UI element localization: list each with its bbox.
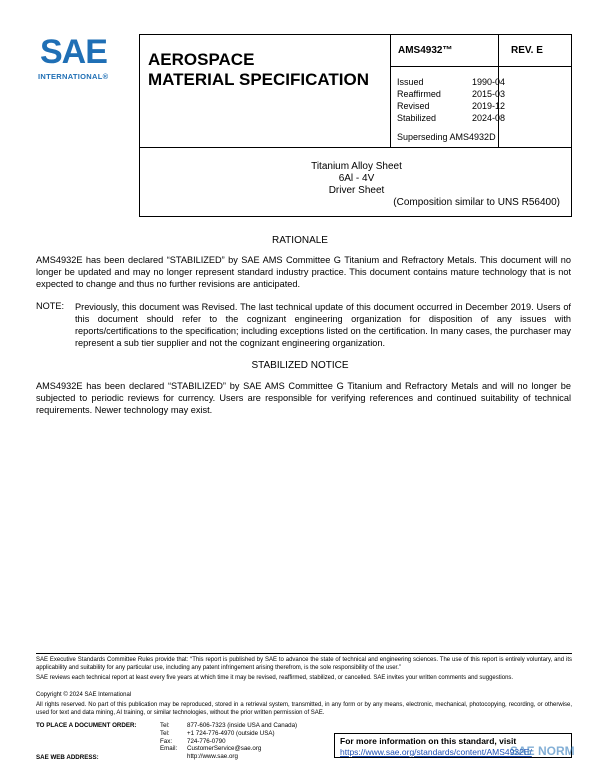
- more-info-text: For more information on this standard, visit: [340, 736, 517, 746]
- subject-line3: Driver Sheet: [328, 185, 385, 196]
- date-label: Issued: [397, 77, 424, 87]
- date-row-issued: [397, 76, 505, 88]
- contact-row: [160, 753, 297, 761]
- contact-email[interactable]: CustomerService@sae.org: [187, 745, 262, 753]
- footer-review-text: SAE reviews each technical report at least every five years at which time it may be revised, reaffirmed, stabilized, or cancelled. SAE invites your written comments and suggestions.: [36, 675, 514, 681]
- sae-logo: [36, 34, 116, 84]
- date-label: Stabilized: [397, 113, 437, 123]
- contact-key: Fax:: [160, 737, 173, 745]
- contact-list: [160, 722, 297, 761]
- subject-line2: 6Al - 4V: [338, 173, 375, 184]
- stabilized-heading: STABILIZED NOTICE: [251, 360, 349, 371]
- revision-box-lower: [499, 66, 572, 148]
- date-value: 1990-04: [472, 77, 506, 87]
- contact-key: Tel:: [160, 729, 170, 737]
- footer-rules-text: SAE Executive Standards Committee Rules provide that: “This report is published by SAE to advance the state of technical and engineering sciences. The use of this report is entirely voluntary, and its applicability and suitability for any particular use, including any patent infringement arising therefrom, is the sole responsibility of the user.”: [36, 657, 572, 671]
- subject-line1: Titanium Alloy Sheet: [311, 161, 402, 172]
- contact-key: Email:: [160, 745, 178, 753]
- revision-box: [499, 34, 572, 67]
- spec-title-line1: AEROSPACE: [148, 50, 255, 69]
- spec-title: [148, 50, 369, 90]
- web-label: SAE WEB ADDRESS:: [36, 754, 99, 761]
- note-body: Previously, this document was Revised. The last technical update of this document occurred in December 2019. Users of this document should refer to the cognizant engineering organization for disposition of any issues with reports/certifications to the specification; including exceptions listed on the certification. In many cases, the purchaser may represent a sub tier supplier and not the cognizant engineering organization.: [75, 302, 571, 348]
- subject-box: [139, 147, 572, 217]
- footer-copyright: Copyright © 2024 SAE International: [36, 692, 132, 698]
- logo-wordmark: SAE: [40, 33, 107, 71]
- contact-key: Tel:: [160, 722, 170, 729]
- contact-row: [160, 730, 297, 738]
- date-label: Reaffirmed: [397, 89, 441, 99]
- header-divider: [390, 66, 572, 67]
- spec-title-box: [139, 34, 390, 148]
- contact-phone: 877-606-7323 (inside USA and Canada): [187, 722, 298, 729]
- contact-row: [160, 738, 297, 746]
- date-label: Revised: [397, 101, 430, 111]
- rationale-body: AMS4932E has been declared “STABILIZED” by SAE AMS Committee G Titanium and Refractory Metals. This document will no longer be updated and may no longer represent standard industry practice. This document contains mature technology that is not expected to change and thus no further revisions are anticipated.: [36, 255, 571, 289]
- date-row-reaffirmed: [397, 88, 505, 100]
- spec-title-line2: MATERIAL SPECIFICATION: [148, 70, 369, 89]
- sae-website-link[interactable]: http://www.sae.org: [187, 753, 238, 761]
- note-label: NOTE:: [36, 301, 65, 311]
- stabilized-body: AMS4932E has been declared “STABILIZED” by SAE AMS Committee G Titanium and Refractory Metals and will no longer be subjected to periodic reviews for currency. Users are responsible for verifying references and continued suitability of technical requirements. Newer technology may exist.: [36, 381, 571, 415]
- date-value: 2024-08: [472, 113, 506, 123]
- standard-url-link[interactable]: https://www.sae.org/standards/content/AMS4932E/: [340, 747, 532, 757]
- date-value: 2015-03: [472, 89, 506, 99]
- date-row-revised: [397, 100, 505, 112]
- supersedes-note: Superseding AMS4932D: [397, 132, 496, 142]
- footer-rule: [36, 653, 572, 654]
- date-value: 2019-12: [472, 101, 506, 111]
- contact-phone: +1 724-776-4970 (outside USA): [187, 729, 275, 737]
- contact-row: [160, 745, 297, 753]
- date-row-stabilized: [397, 112, 505, 124]
- watermark: SAE NORM: [510, 744, 575, 758]
- contact-row: [160, 722, 297, 730]
- logo-tagline: INTERNATIONAL®: [38, 72, 109, 81]
- date-history: [397, 76, 505, 124]
- doc-number: AMS4932™: [398, 45, 453, 56]
- subject-line4: (Composition similar to UNS R56400): [393, 197, 560, 208]
- footer-rights-text: All rights reserved. No part of this publication may be reproduced, stored in a retrieval system, transmitted, in any form or by any means, electronic, mechanical, photocopying, recording, or otherwise, used for text and data mining, AI training, or similar technologies, without the prior written permission of SAE.: [36, 702, 572, 716]
- contact-fax: 724-776-0790: [187, 737, 226, 745]
- order-label: TO PLACE A DOCUMENT ORDER:: [36, 722, 137, 729]
- rationale-heading: RATIONALE: [272, 235, 328, 246]
- revision-label: REV. E: [511, 45, 543, 56]
